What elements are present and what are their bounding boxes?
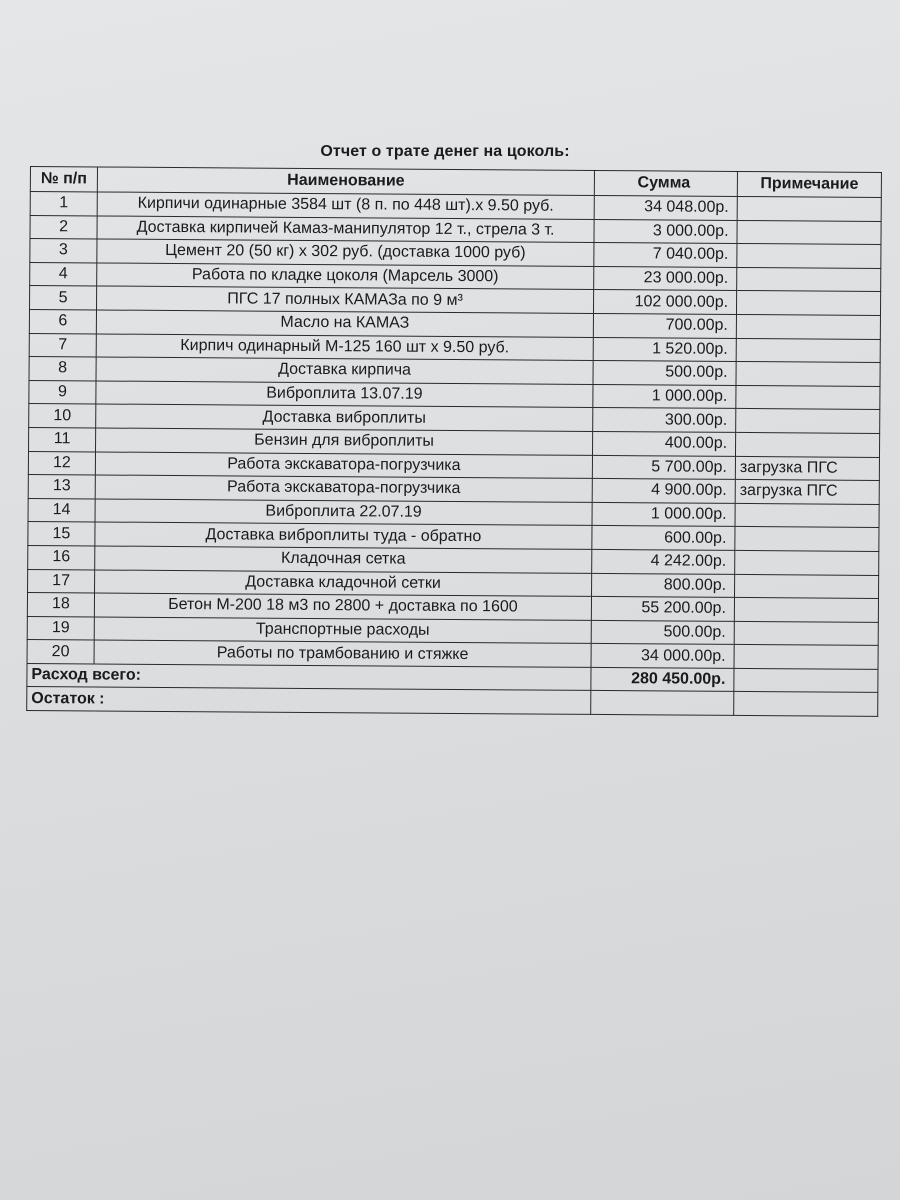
- row-num: 20: [27, 640, 94, 664]
- row-note: [734, 645, 878, 670]
- row-sum: 1 000.00р.: [593, 384, 736, 409]
- row-num: 12: [28, 451, 95, 475]
- total-label: Расход всего:: [27, 663, 591, 691]
- row-num: 1: [30, 192, 97, 216]
- row-sum: 55 200.00р.: [591, 597, 734, 622]
- row-num: 2: [30, 215, 97, 239]
- row-num: 10: [29, 404, 96, 428]
- row-num: 6: [29, 309, 96, 333]
- row-note: [735, 574, 879, 599]
- row-num: 7: [29, 333, 96, 357]
- row-sum: 5 700.00р.: [592, 455, 735, 480]
- row-num: 15: [28, 522, 95, 546]
- header-num: № п/п: [30, 167, 97, 192]
- row-num: 17: [28, 569, 95, 593]
- row-note: [736, 338, 880, 363]
- row-name: Транспортные расходы: [94, 617, 591, 644]
- row-num: 9: [29, 380, 96, 404]
- row-note: загрузка ПГС: [735, 456, 879, 481]
- row-sum: 400.00р.: [592, 431, 735, 456]
- row-note: [737, 220, 881, 245]
- row-name: Доставка кирпичей Камаз-манипулятор 12 т., стрела 3 т.: [97, 216, 594, 243]
- row-num: 14: [28, 498, 95, 522]
- row-num: 8: [29, 357, 96, 381]
- row-name: Работа экскаватора-погрузчика: [95, 451, 592, 478]
- remainder-row: [27, 687, 878, 717]
- row-name: Бензин для виброплиты: [96, 428, 593, 455]
- row-sum: 1 520.00р.: [593, 337, 736, 362]
- row-note: [735, 527, 879, 552]
- row-note: [737, 196, 881, 221]
- row-name: ПГС 17 полных КАМАЗа по 9 м³: [96, 286, 593, 313]
- row-name: Работы по трамбованию и стяжке: [94, 640, 591, 667]
- row-note: [736, 409, 880, 434]
- row-num: 16: [28, 545, 95, 569]
- row-name: Бетон М-200 18 м3 по 2800 + доставка по 1600: [94, 593, 591, 620]
- row-sum: 34 000.00р.: [591, 644, 734, 669]
- row-note: [735, 550, 879, 575]
- row-name: Кладочная сетка: [95, 546, 592, 573]
- row-num: 19: [27, 616, 94, 640]
- total-sum: 280 450.00р.: [591, 667, 734, 692]
- remainder-label: Остаток :: [27, 687, 591, 715]
- row-note: [736, 291, 880, 316]
- row-name: Работа экскаватора-погрузчика: [95, 475, 592, 502]
- row-sum: 34 048.00р.: [594, 195, 737, 220]
- row-sum: 500.00р.: [593, 361, 736, 386]
- row-note: [737, 244, 881, 269]
- document-title: Отчет о трате денег на цоколь:: [320, 143, 570, 160]
- row-sum: 102 000.00р.: [593, 290, 736, 315]
- header-note: Примечание: [737, 171, 881, 197]
- row-note: [736, 314, 880, 339]
- row-note: загрузка ПГС: [735, 480, 879, 505]
- row-sum: 600.00р.: [592, 526, 735, 551]
- row-note: [734, 598, 878, 623]
- row-sum: 23 000.00р.: [594, 266, 737, 291]
- table-body: [27, 192, 882, 717]
- row-note: [736, 385, 880, 410]
- header-name: Наименование: [97, 167, 594, 195]
- row-sum: 4 900.00р.: [592, 479, 735, 504]
- row-sum: 500.00р.: [591, 620, 734, 645]
- remainder-sum: [591, 691, 734, 716]
- row-sum: 1 000.00р.: [592, 502, 735, 527]
- row-sum: 3 000.00р.: [594, 219, 737, 244]
- header-sum: Сумма: [594, 170, 737, 196]
- row-name: Доставка виброплиты: [96, 404, 593, 431]
- row-num: 4: [30, 262, 97, 286]
- row-sum: 700.00р.: [593, 313, 736, 338]
- row-name: Кирпичи одинарные 3584 шт (8 п. по 448 шт).х 9.50 руб.: [97, 192, 594, 219]
- row-name: Кирпич одинарный М-125 160 шт х 9.50 руб.: [96, 334, 593, 361]
- row-num: 13: [28, 475, 95, 499]
- row-note: [735, 503, 879, 528]
- row-name: Масло на КАМАЗ: [96, 310, 593, 337]
- row-num: 11: [29, 427, 96, 451]
- row-note: [736, 362, 880, 387]
- row-num: 18: [27, 593, 94, 617]
- row-sum: 7 040.00р.: [594, 243, 737, 268]
- total-note: [734, 668, 878, 693]
- row-sum: 800.00р.: [592, 573, 735, 598]
- expense-table: [26, 166, 882, 717]
- row-name: Доставка кирпича: [96, 357, 593, 384]
- row-name: Доставка виброплиты туда - обратно: [95, 522, 592, 549]
- row-num: 3: [30, 239, 97, 263]
- row-note: [737, 267, 881, 292]
- row-name: Доставка кладочной сетки: [95, 569, 592, 596]
- row-sum: 300.00р.: [593, 408, 736, 433]
- row-num: 5: [29, 286, 96, 310]
- row-name: Виброплита 13.07.19: [96, 381, 593, 408]
- row-note: [734, 621, 878, 646]
- row-name: Виброплита 22.07.19: [95, 499, 592, 526]
- row-name: Цемент 20 (50 кг) х 302 руб. (доставка 1000 руб): [97, 239, 594, 266]
- row-note: [735, 432, 879, 457]
- row-sum: 4 242.00р.: [592, 549, 735, 574]
- remainder-note: [734, 692, 878, 717]
- row-name: Работа по кладке цоколя (Марсель 3000): [97, 263, 594, 290]
